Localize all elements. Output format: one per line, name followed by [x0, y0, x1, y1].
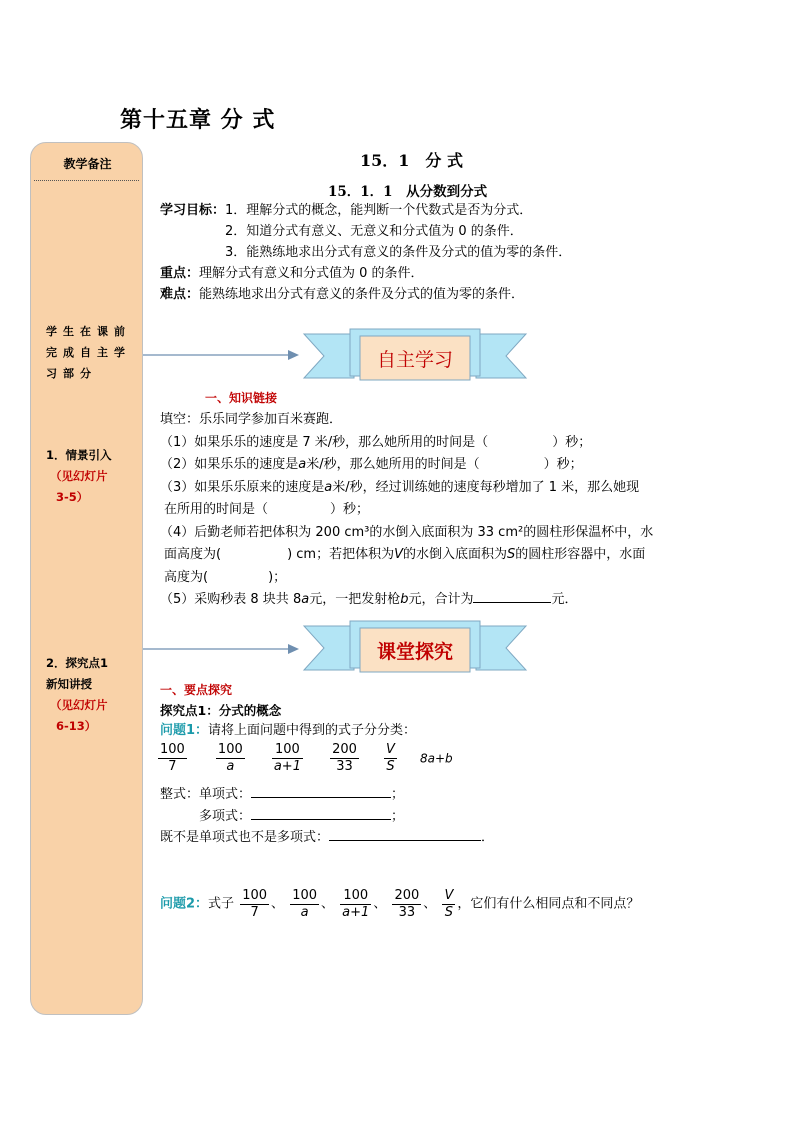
fraction [340, 888, 371, 921]
q4-text: ) cm；若把体积为 [287, 547, 395, 562]
denominator: 33 [398, 905, 416, 920]
question-1 [160, 432, 653, 455]
step2-ref: 6-13） [56, 719, 97, 733]
problem1 [160, 720, 416, 741]
question-4-cont [160, 544, 653, 567]
objectives-label: 学习目标： [160, 203, 226, 218]
q3-text: 米/秒，经过训练她的速度每秒增加了 1 米，那么她现 [332, 479, 640, 495]
q5-var: b [400, 592, 409, 607]
q2-text: 米/秒，那么她所用的时间是（ [306, 457, 480, 472]
separator: 、 [373, 896, 387, 912]
denominator: S [386, 759, 395, 774]
banner2-text: 课堂探究 [376, 641, 454, 663]
q5-var: a [301, 592, 310, 607]
problem2-text: ，它们有什么相同点和不同点？ [457, 896, 640, 912]
denominator: 7 [168, 759, 177, 774]
key-point-label: 重点： [160, 266, 200, 281]
extra-expression: 8a+b [420, 751, 453, 766]
q4-text: 高度为( [164, 569, 209, 585]
q4-text: )； [268, 569, 287, 585]
key-point-text: 理解分式有意义和分式值为 0 的条件． [199, 266, 424, 281]
fraction [384, 742, 397, 775]
difficulty-label: 难点： [160, 287, 200, 302]
objectives [160, 200, 571, 305]
classification [160, 784, 494, 849]
knowledge-link-heading: 一、知识链接 [205, 391, 278, 405]
banner1-text: 自主学习 [376, 349, 454, 371]
numerator: 200 [394, 888, 420, 903]
fraction [272, 742, 303, 775]
question-4-cont2 [160, 567, 653, 590]
numerator: 100 [160, 742, 185, 757]
sidebar-step2 [46, 653, 108, 737]
sidebar-divider [34, 180, 139, 181]
neither-blank[interactable] [329, 827, 481, 841]
q2-text: （2）如果乐乐的速度是 [160, 457, 299, 472]
denominator: a+1 [273, 759, 301, 774]
teaching-notes-sidebar [30, 142, 143, 1015]
problem1-label: 问题1： [160, 723, 209, 738]
numerator: 100 [272, 742, 303, 759]
banner-class-explore [302, 618, 528, 678]
q4-text: 面高度为( [164, 547, 222, 562]
fill-blank-questions [160, 409, 653, 612]
fraction [392, 888, 421, 921]
q4-text: （4）后勤老师若把体积为 200 cm³的水倒入底面积为 33 cm²的圆柱形保温杯中，水 [160, 524, 654, 540]
difficulty-text: 能熟练地求出分式有意义的条件及分式的值为零的条件． [199, 287, 525, 302]
separator: 、 [321, 896, 335, 912]
q5-text: （5）采购秒表 8 块共 8 [160, 592, 302, 607]
q3-text: （3）如果乐乐原来的速度是 [160, 479, 325, 495]
classify-punct: ； [391, 808, 405, 824]
q3-text: ）秒； [330, 502, 370, 517]
q2-text: ）秒； [543, 457, 583, 472]
problem1-text: 请将上面问题中得到的式子分分类： [208, 723, 417, 738]
denominator: 7 [250, 905, 259, 920]
denominator: a [300, 905, 309, 920]
step2-title: 2．探究点1 [46, 656, 109, 670]
q5-text: 元． [551, 592, 578, 607]
denominator: S [444, 905, 454, 920]
monomial-blank[interactable] [251, 784, 391, 798]
classify-label: 多项式： [199, 808, 252, 824]
q3-var: a [324, 479, 333, 495]
arrow-to-banner1 [143, 345, 303, 365]
objective-item: 1．理解分式的概念，能判断一个代数式是否为分式． [225, 203, 533, 218]
step1-title: 1．情景引入 [46, 448, 112, 462]
polynomial-blank[interactable] [251, 806, 391, 820]
q2-var: a [298, 457, 307, 472]
q4-var: S [507, 547, 516, 562]
question-3-cont [160, 499, 653, 522]
step1-ref: （见幻灯片 [50, 469, 108, 483]
numerator: V [444, 888, 454, 903]
fraction [442, 888, 455, 921]
numerator: 200 [332, 742, 357, 757]
sidebar-note [46, 321, 131, 384]
numerator: 100 [242, 888, 268, 903]
fraction [240, 888, 269, 921]
q5-text: 元，合计为 [408, 592, 474, 607]
fraction [216, 742, 245, 775]
sidebar-header: 教学备注 [63, 157, 112, 171]
numerator: 100 [292, 888, 318, 903]
numerator: 100 [217, 742, 243, 757]
arrow-to-banner2 [143, 639, 303, 659]
problem2-label: 问题2： [160, 896, 209, 912]
denominator: a+1 [342, 905, 370, 920]
separator: 、 [271, 896, 285, 912]
question-4 [160, 522, 653, 545]
q4-text: 的水倒入底面积为 [403, 547, 508, 562]
q1-text: （1）如果乐乐的速度是 7 米/秒，那么她所用的时间是（ [160, 434, 489, 450]
question-5 [160, 589, 653, 612]
fill-intro: 填空：乐乐同学参加百米赛跑． [160, 412, 343, 427]
fraction [330, 742, 359, 775]
subsection-title: 15．1．1 从分数到分式 [328, 184, 488, 200]
step2-ref: （见幻灯片 [50, 698, 108, 712]
sidebar-note-line: 习部分 [46, 367, 97, 380]
classify-punct: ； [391, 787, 405, 802]
question-2 [160, 454, 653, 477]
classify-label: 既不是单项式也不是多项式： [160, 830, 330, 845]
q3-text: 在所用的时间是（ [164, 502, 269, 517]
sidebar-note-line: 学生在课前 [46, 325, 131, 338]
q5-text: 元，一把发射枪 [309, 592, 401, 607]
objective-item: 3．能熟练地求出分式有意义的条件及分式的值为零的条件． [225, 245, 572, 260]
explore-heading: 一、要点探究 [160, 683, 233, 697]
fraction [290, 888, 319, 921]
numerator: V [386, 742, 395, 757]
sidebar-step1 [46, 445, 112, 508]
denominator: a [226, 759, 235, 774]
fraction [158, 742, 187, 775]
problem2-text: 式子 [208, 896, 235, 912]
answer-blank[interactable] [473, 589, 551, 603]
question-3 [160, 477, 653, 500]
q1-text: ）秒； [552, 434, 592, 450]
banner-self-study [302, 326, 528, 386]
step1-ref: 3-5） [56, 490, 89, 504]
denominator: 33 [336, 759, 353, 774]
q4-text: 的圆柱形容器中，水面 [515, 547, 646, 562]
section-title: 15．1 分 式 [360, 151, 463, 170]
q4-var: V [394, 547, 403, 562]
separator: 、 [423, 896, 437, 912]
numerator: 100 [340, 888, 371, 905]
classify-punct: ． [481, 830, 495, 845]
objective-item: 2．知道分式有意义、无意义和分式值为 0 的条件． [225, 224, 523, 239]
classify-label: 整式：单项式： [160, 787, 252, 802]
sidebar-note-line: 完成自主学 [46, 346, 131, 359]
problem2 [160, 888, 639, 921]
explore-point: 探究点1：分式的概念 [160, 703, 282, 718]
step2-title: 新知讲授 [46, 677, 92, 691]
fraction-list [156, 742, 453, 775]
chapter-title: 第十五章 分 式 [120, 107, 276, 133]
